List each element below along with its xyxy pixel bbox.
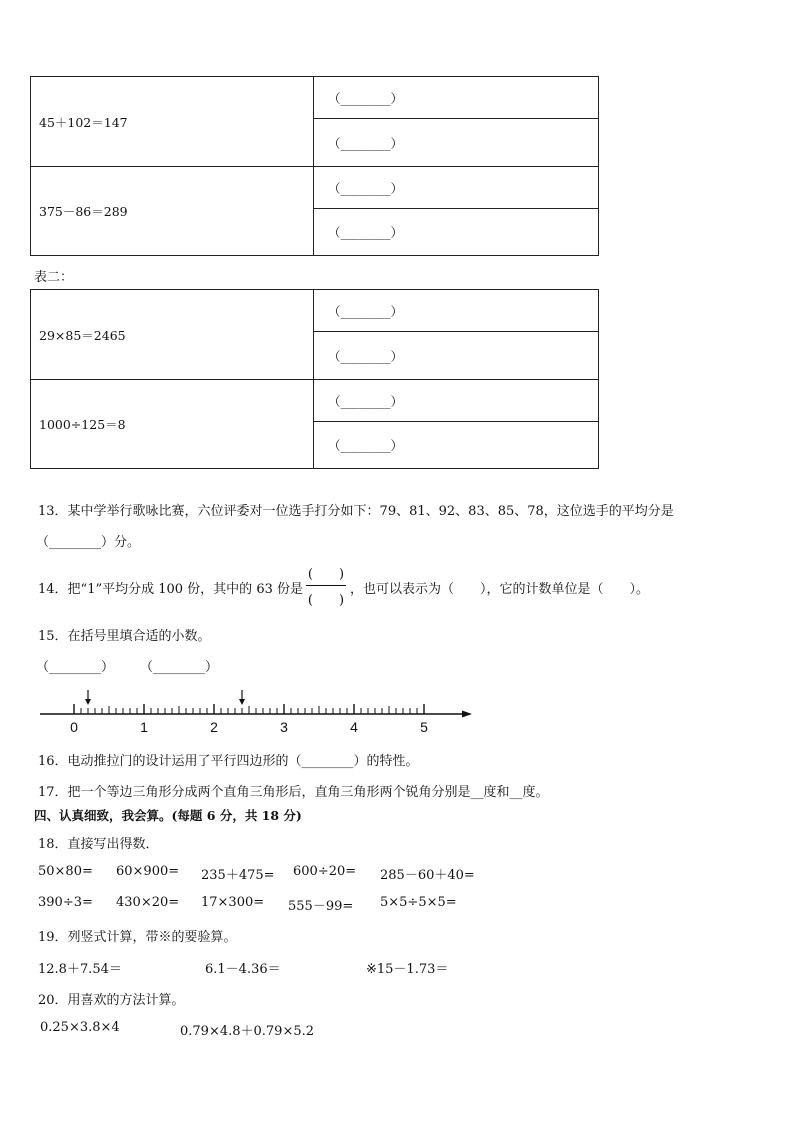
tick-label: 5 bbox=[420, 719, 428, 735]
calc-item: 430×20= bbox=[116, 895, 180, 910]
equation-cell: 45＋102＝147 bbox=[31, 77, 314, 167]
answer-blank[interactable]: （________） bbox=[314, 290, 599, 332]
calc-item: 50×80= bbox=[38, 864, 93, 879]
calc-item: 17×300= bbox=[201, 895, 265, 910]
vertical-calc-item: 6.1－4.36＝ bbox=[205, 962, 281, 977]
question-19-text: 19．列竖式计算，带※的要验算。 bbox=[38, 930, 237, 945]
answer-blank[interactable]: （________） bbox=[314, 209, 599, 256]
tick-label: 1 bbox=[140, 719, 148, 735]
calc-item: 235＋475= bbox=[201, 868, 275, 883]
question-15-text: 15．在括号里填合适的小数。 bbox=[38, 629, 211, 644]
calc-item: 390÷3= bbox=[38, 895, 93, 910]
answer-blank[interactable]: （________） bbox=[314, 380, 599, 422]
table-two-label: 表二： bbox=[34, 270, 74, 285]
question-16-text: 16．电动推拉门的设计运用了平行四边形的（________）的特性。 bbox=[38, 754, 419, 769]
vertical-calc-item: 12.8＋7.54＝ bbox=[38, 962, 122, 977]
fraction-numerator[interactable]: ( ) bbox=[307, 567, 345, 582]
simplify-calc-item: 0.79×4.8＋0.79×5.2 bbox=[180, 1024, 315, 1039]
question-20-text: 20．用喜欢的方法计算。 bbox=[38, 993, 185, 1008]
table-row bbox=[31, 77, 599, 119]
answer-blank[interactable]: （________） bbox=[314, 422, 599, 469]
answer-blank[interactable]: （________） bbox=[314, 332, 599, 380]
table-row bbox=[31, 290, 599, 332]
number-line bbox=[36, 688, 476, 740]
number-line-blank-1[interactable]: （________） bbox=[36, 660, 115, 675]
calc-item: 60×900= bbox=[116, 864, 180, 879]
tick-label: 4 bbox=[350, 719, 358, 735]
fraction-bar bbox=[306, 585, 346, 586]
section-four-heading: 四、认真细致，我会算。(每题 6 分，共 18 分) bbox=[34, 808, 302, 823]
tick-label: 2 bbox=[210, 719, 218, 735]
axis-arrowhead bbox=[462, 711, 472, 718]
simplify-calc-item: 0.25×3.8×4 bbox=[40, 1020, 120, 1035]
table-one bbox=[30, 76, 599, 256]
question-14-tail: ，也可以表示为（ ），它的计数单位是（ ）。 bbox=[350, 582, 650, 597]
pointer-arrowhead bbox=[239, 699, 245, 705]
fraction-blank[interactable] bbox=[304, 563, 348, 609]
number-line-labels bbox=[70, 719, 428, 735]
calc-item: 285－60＋40= bbox=[380, 868, 475, 883]
table-row bbox=[31, 380, 599, 422]
number-line-ticks bbox=[74, 704, 424, 714]
table-row bbox=[31, 167, 599, 209]
answer-blank[interactable]: （________） bbox=[314, 119, 599, 167]
answer-blank[interactable]: （________） bbox=[314, 167, 599, 209]
equation-cell: 375－86＝289 bbox=[31, 167, 314, 256]
question-17-text: 17．把一个等边三角形分成两个直角三角形后，直角三角形两个锐角分别是__度和__度。 bbox=[38, 785, 549, 800]
equation-cell: 1000÷125＝8 bbox=[31, 380, 314, 469]
tick-label: 3 bbox=[280, 719, 288, 735]
answer-blank[interactable]: （________） bbox=[314, 77, 599, 119]
calc-item: 5×5÷5×5= bbox=[380, 895, 457, 910]
pointer-arrowhead bbox=[85, 699, 91, 705]
vertical-calc-item: ※15－1.73＝ bbox=[366, 962, 449, 977]
question-14-text: 14．把“1”平均分成 100 份，其中的 63 份是 bbox=[38, 582, 303, 597]
fraction-denominator[interactable]: ( ) bbox=[307, 593, 345, 608]
number-line-arrows bbox=[85, 690, 245, 705]
question-13-text: 13．某中学举行歌咏比赛，六位评委对一位选手打分如下：79、81、92、83、85、78，这位选手的平均分是 bbox=[38, 504, 674, 519]
calc-item: 555－99= bbox=[288, 899, 354, 914]
question-18-text: 18．直接写出得数． bbox=[38, 837, 159, 852]
table-two bbox=[30, 289, 599, 469]
number-line-blank-2[interactable]: （________） bbox=[140, 660, 219, 675]
calc-item: 600÷20= bbox=[293, 864, 357, 879]
tick-label: 0 bbox=[70, 719, 78, 735]
question-13-blank[interactable]: （________）分。 bbox=[36, 535, 141, 550]
equation-cell: 29×85＝2465 bbox=[31, 290, 314, 380]
